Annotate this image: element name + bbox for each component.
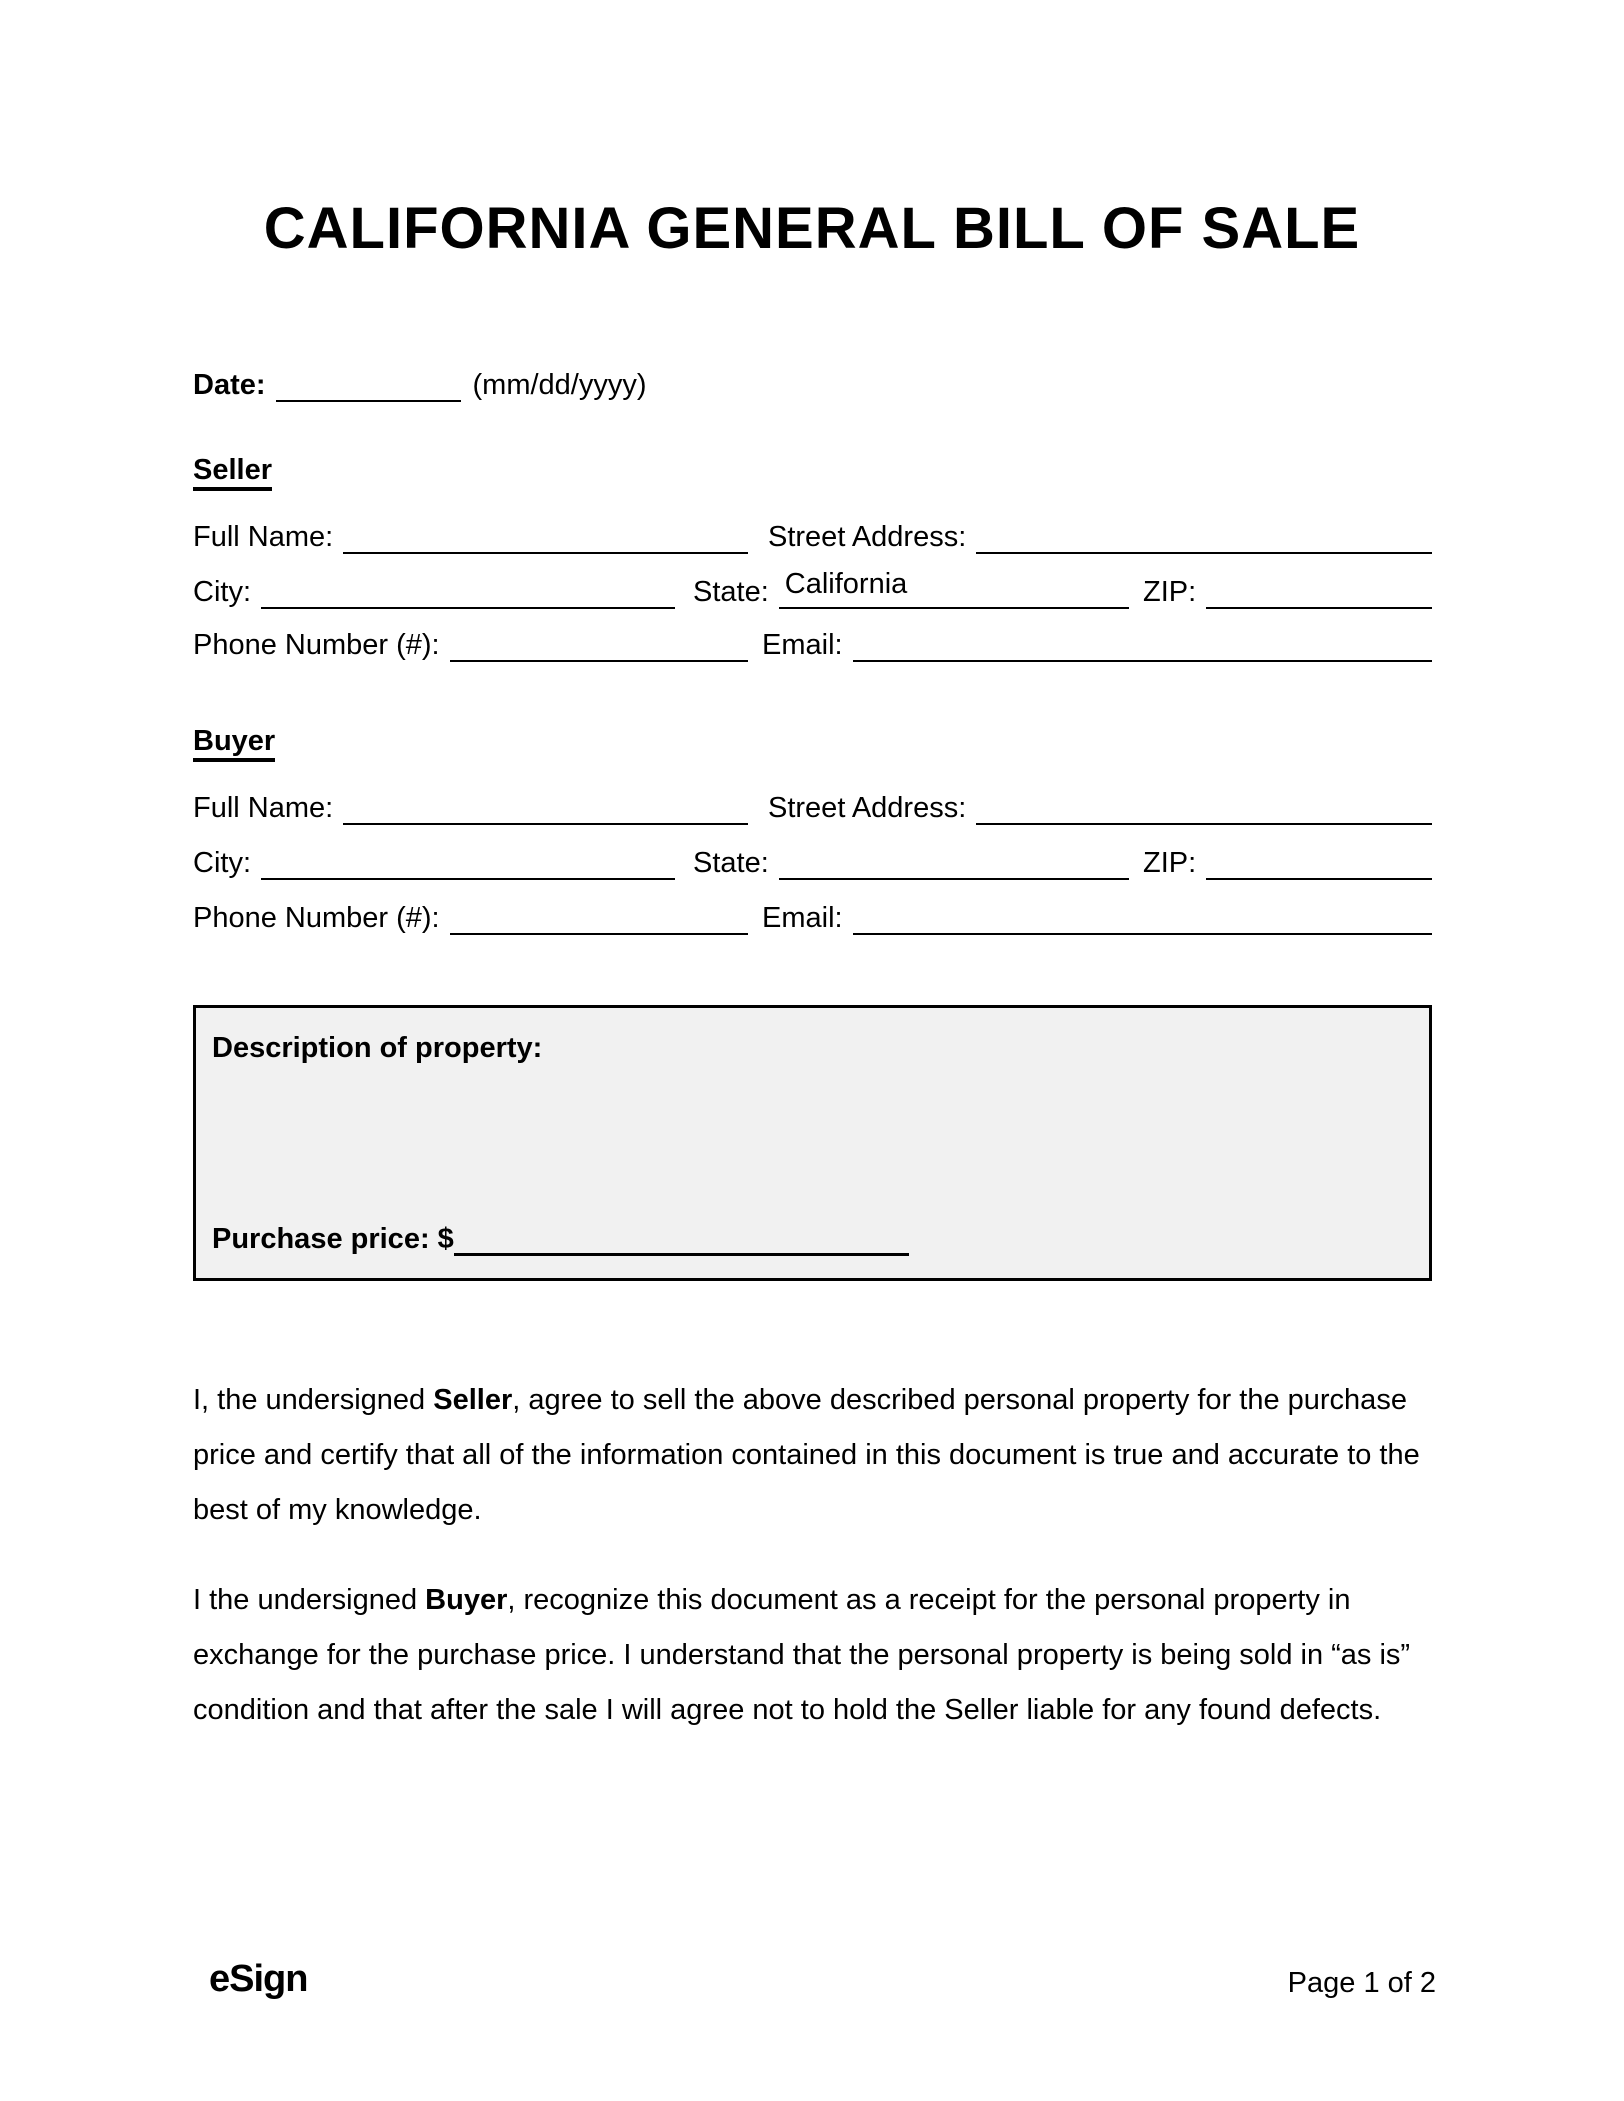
seller-phone-email-row	[193, 629, 1432, 662]
buyer-zip-label: ZIP:	[1143, 847, 1197, 879]
seller-paragraph-bold-word: Seller	[433, 1384, 513, 1416]
seller-phone-field[interactable]	[450, 651, 748, 662]
seller-zip-label: ZIP:	[1143, 576, 1197, 608]
buyer-city-group	[193, 847, 675, 880]
page-indicator: Page 1 of 2	[1287, 1967, 1436, 1999]
seller-street-address-field[interactable]	[976, 543, 1432, 554]
buyer-name-address-row	[193, 792, 1432, 825]
seller-paragraph-rest: , agree to sell the above described personal property for the purchase price and certify that all of the information contained in this document is true and accurate to the best of my knowledge.	[193, 1384, 1420, 1526]
buyer-paragraph-bold-word: Buyer	[425, 1584, 508, 1616]
seller-city-label: City:	[193, 576, 251, 608]
seller-state-value: California	[784, 568, 908, 600]
buyer-city-field[interactable]	[261, 869, 675, 880]
buyer-state-label: State:	[693, 847, 769, 879]
seller-street-address-label: Street Address:	[768, 521, 967, 553]
buyer-zip-group	[1143, 847, 1432, 880]
buyer-email-field[interactable]	[853, 924, 1432, 935]
buyer-phone-field[interactable]	[450, 924, 748, 935]
seller-full-name-field[interactable]	[343, 543, 748, 554]
buyer-section-heading	[193, 726, 275, 758]
seller-state-field[interactable]	[779, 568, 1129, 609]
buyer-street-address-group	[768, 792, 1432, 825]
seller-name-address-row	[193, 521, 1432, 554]
buyer-phone-group	[193, 902, 748, 935]
buyer-full-name-label: Full Name:	[193, 792, 334, 824]
date-field[interactable]	[276, 391, 461, 402]
buyer-city-state-zip-row	[193, 847, 1432, 880]
buyer-phone-email-row	[193, 902, 1432, 935]
buyer-email-label: Email:	[762, 902, 843, 934]
seller-paragraph-prefix: I, the undersigned	[193, 1384, 434, 1416]
property-description-field[interactable]	[212, 1065, 1411, 1223]
seller-state-group	[693, 568, 1129, 609]
purchase-price-row	[212, 1223, 1411, 1256]
seller-street-address-group	[768, 521, 1432, 554]
purchase-price-field[interactable]	[454, 1244, 909, 1256]
date-label: Date:	[193, 369, 266, 401]
buyer-state-field[interactable]	[779, 869, 1129, 880]
seller-city-state-zip-row	[193, 568, 1432, 609]
buyer-phone-label: Phone Number (#):	[193, 902, 440, 934]
buyer-state-group	[693, 847, 1129, 880]
buyer-paragraph-rest: , recognize this document as a receipt for the personal property in exchange for the purchase price. I understand that the personal property is being sold in “as is” condition and that after the sale I will agree not to hold the Seller liable for any found defects.	[193, 1584, 1411, 1726]
buyer-zip-field[interactable]	[1206, 869, 1432, 880]
page-title: CALIFORNIA GENERAL BILL OF SALE	[263, 196, 1361, 261]
date-row	[193, 369, 1432, 402]
seller-email-group	[762, 629, 1432, 662]
date-format-hint: (mm/dd/yyyy)	[472, 369, 647, 401]
seller-agreement-paragraph	[193, 1373, 1438, 1538]
property-description-label: Description of property:	[212, 1032, 543, 1064]
seller-section-heading	[193, 455, 272, 487]
buyer-paragraph-prefix: I the undersigned	[193, 1584, 426, 1616]
buyer-full-name-group	[193, 792, 748, 825]
seller-state-label: State:	[693, 576, 769, 608]
seller-city-field[interactable]	[261, 598, 675, 609]
buyer-street-address-label: Street Address:	[768, 792, 967, 824]
esign-logo: eSign	[209, 1958, 308, 2000]
purchase-price-label: Purchase price:	[212, 1223, 430, 1255]
seller-heading-text: Seller	[193, 454, 272, 491]
seller-city-group	[193, 576, 675, 609]
buyer-city-label: City:	[193, 847, 251, 879]
seller-full-name-group	[193, 521, 748, 554]
buyer-full-name-field[interactable]	[343, 814, 748, 825]
seller-phone-label: Phone Number (#):	[193, 629, 440, 661]
buyer-street-address-field[interactable]	[976, 814, 1432, 825]
seller-email-field[interactable]	[853, 651, 1432, 662]
seller-zip-group	[1143, 576, 1432, 609]
currency-symbol: $	[437, 1223, 454, 1255]
buyer-heading-text: Buyer	[193, 725, 275, 762]
buyer-agreement-paragraph	[193, 1573, 1438, 1738]
property-description-box	[193, 1005, 1432, 1281]
seller-full-name-label: Full Name:	[193, 521, 334, 553]
seller-zip-field[interactable]	[1206, 598, 1432, 609]
seller-email-label: Email:	[762, 629, 843, 661]
buyer-email-group	[762, 902, 1432, 935]
seller-phone-group	[193, 629, 748, 662]
